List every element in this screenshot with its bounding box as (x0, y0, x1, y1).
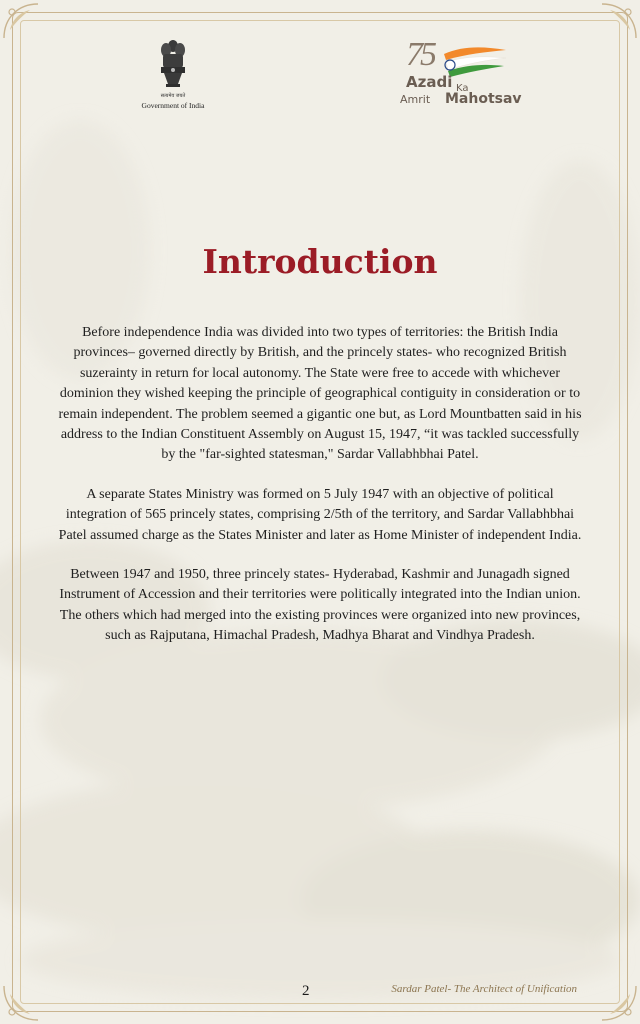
paragraph-2: A separate States Ministry was formed on 5 July 1947 with an objective of political integration of 565 princely states, comprising 2/5th of the territory, and Sardar Vallabhbhai Patel assumed charge as the States Minister and later as Home Minister of independent India. (58, 486, 582, 543)
logo-ka: Ka (456, 83, 469, 94)
logo-number: 75 (406, 36, 434, 73)
paragraph-3: Between 1947 and 1950, three princely states- Hyderabad, Kashmir and Junagadh signed Instrument of Accession and their territories were politically integrated into the Indian union. The others which had merged into the existing provinces were organized into new provinces, such as Rajputana, Himachal Pradesh, Madhya Bharat and Vindhya Pradesh. (59, 567, 581, 644)
body-text (56, 323, 584, 666)
corner-ornament-icon (0, 0, 42, 42)
corner-ornament-icon (598, 982, 640, 1024)
government-emblem (128, 36, 218, 110)
logo-mahotsav: Mahotsav (445, 91, 522, 107)
footer-running-title: Sardar Patel- The Architect of Unification (391, 983, 577, 995)
azadi-ka-amrit-mahotsav-logo (400, 36, 535, 116)
ashoka-lion-capital-icon (158, 36, 188, 92)
paragraph-1: Before independence India was divided into two types of territories: the British India provinces– governed directly by British, and the princely states- who recognized British suzerainty in return for local autonomy. The State were free to accede with whichever dominion they wished keeping the principle of geographical contiguity in consideration or to remain independent. The problem seemed a gigantic one but, as Lord Mountbatten said in his address to the Indian Constituent Assembly on August 15, 1947, “it was tackled successfully by the "far-sighted statesman," Sardar Vallabhbhai Patel. (58, 325, 582, 463)
logo-azadi: Azadi (406, 73, 453, 91)
corner-ornament-icon (0, 982, 42, 1024)
emblem-motto: सत्यमेव जयते (160, 93, 186, 99)
government-caption: Government of India (141, 101, 205, 110)
page-title: Introduction (202, 242, 438, 282)
corner-ornament-icon (598, 0, 640, 42)
page-number: 2 (302, 983, 310, 999)
logo-amrit: Amrit (400, 93, 431, 106)
